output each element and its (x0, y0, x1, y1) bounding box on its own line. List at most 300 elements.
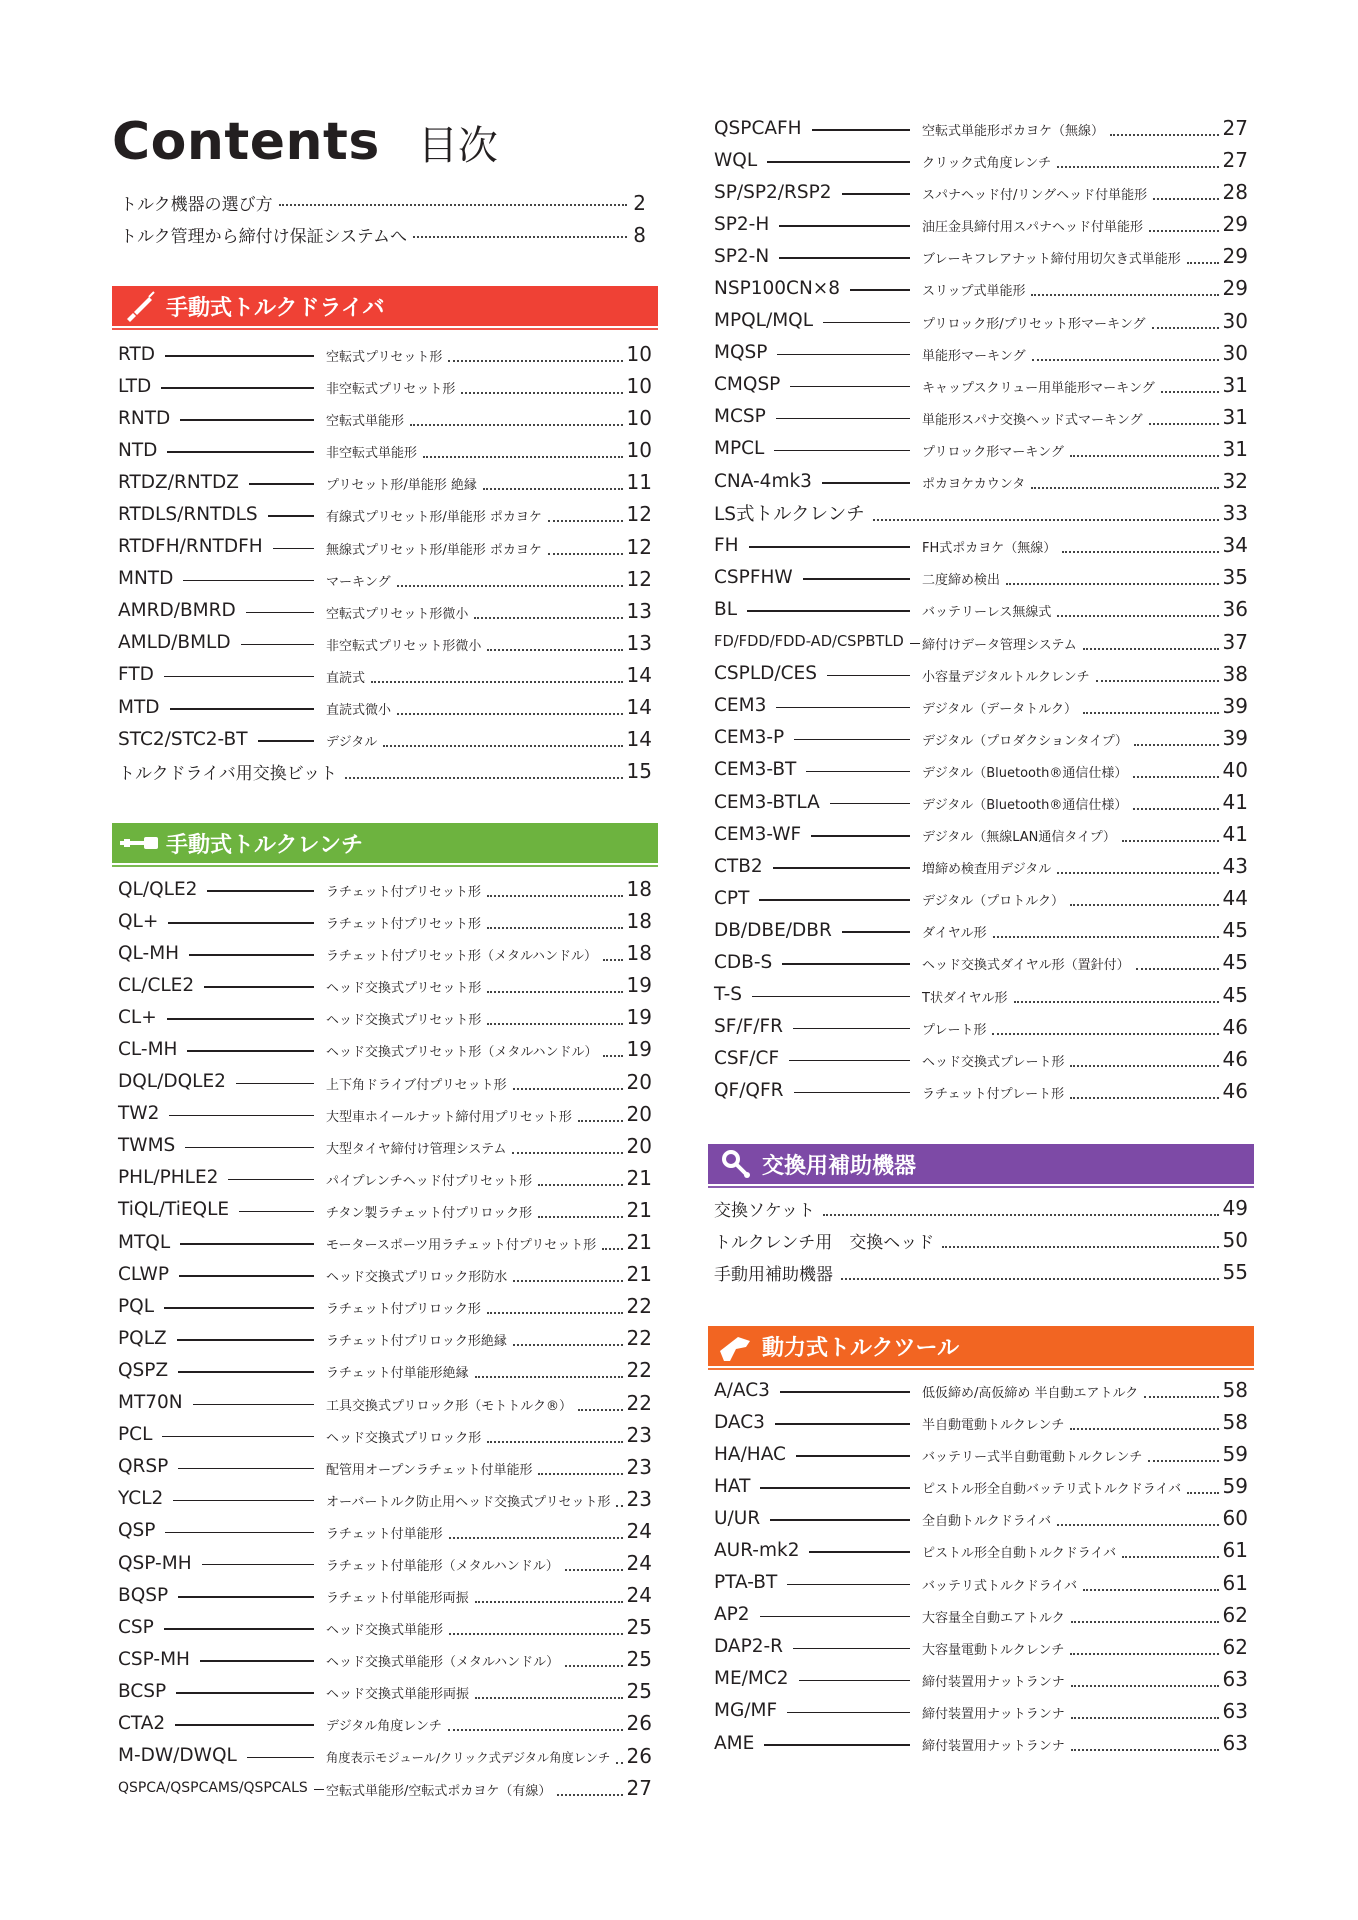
dot-leader (1134, 744, 1219, 746)
product-code: CMQSP (714, 374, 781, 396)
page-number: 46 (1222, 1046, 1248, 1071)
leader-line (249, 483, 314, 485)
product-code: NTD (118, 439, 158, 461)
toc-row[interactable] (118, 1579, 652, 1611)
page-number: 39 (1222, 693, 1248, 718)
description: ダイヤル形 (922, 926, 987, 942)
product-code: BL (714, 598, 737, 620)
description: 空転式単能形 (326, 414, 405, 430)
product-code: PQLZ (118, 1327, 167, 1349)
page-number: 41 (1222, 789, 1248, 814)
toc-row[interactable] (714, 529, 1248, 561)
description: 単能形マーキング (922, 348, 1026, 364)
leader-line (806, 771, 910, 773)
toc-row[interactable] (118, 434, 652, 466)
product-code: HA/HAC (714, 1443, 786, 1465)
description: 全自動トルクドライバ (922, 1514, 1052, 1530)
leader-line (204, 986, 314, 988)
toc-row[interactable] (118, 1322, 652, 1354)
description: デジタル角度レンチ (326, 1719, 442, 1735)
dot-leader (413, 236, 627, 238)
toc-row[interactable] (714, 850, 1248, 882)
toc-row[interactable] (714, 1192, 1248, 1224)
leader-line (228, 1179, 314, 1181)
dot-leader (487, 1312, 623, 1314)
page-number: 58 (1222, 1410, 1248, 1435)
leader-line (794, 739, 910, 741)
description: スリップ式単能形 (922, 284, 1026, 300)
toc-row[interactable] (118, 402, 652, 434)
dot-leader (513, 1088, 623, 1090)
page-number: 12 (626, 502, 652, 527)
product-code: QF/QFR (714, 1080, 784, 1102)
product-code: NSP100CN×8 (714, 278, 841, 300)
toc-row[interactable] (714, 979, 1248, 1011)
product-code: CSF/CF (714, 1048, 780, 1070)
toc-row[interactable] (118, 1226, 652, 1258)
product-code: RTDLS/RNTDLS (118, 504, 258, 526)
product-code: CNA-4mk3 (714, 470, 812, 492)
page-number: 46 (1222, 1014, 1248, 1039)
toc-row[interactable] (118, 691, 652, 723)
toc-row[interactable] (714, 561, 1248, 593)
dot-leader (487, 1441, 622, 1443)
leader-line (793, 1648, 910, 1650)
toc-row[interactable] (714, 914, 1248, 946)
toc-row[interactable] (714, 658, 1248, 690)
leader-line (767, 161, 910, 163)
toc-row[interactable] (118, 1290, 652, 1322)
product-code: BQSP (118, 1584, 169, 1606)
page-number: 14 (626, 727, 652, 752)
description: 締付装置用ナットランナ (922, 1674, 1065, 1690)
leader-line (200, 1660, 314, 1662)
product-code: ME/MC2 (714, 1668, 789, 1690)
dot-leader (1057, 1524, 1218, 1526)
product-code: QSP (118, 1520, 156, 1542)
product-code: CLWP (118, 1263, 169, 1285)
product-code: CTB2 (714, 855, 763, 877)
leader-line (189, 954, 314, 956)
section-title: 動力式トルクツール (762, 1335, 960, 1361)
description: 非空転式プリセット形 (326, 382, 456, 398)
page-number: 27 (1222, 116, 1248, 140)
description: ラチェット付単能形絶縁 (326, 1366, 469, 1382)
description: 工具交換式プリロック形（モトトルク®） (326, 1398, 572, 1414)
product-code: CSPFHW (714, 566, 793, 588)
page-number: 23 (626, 1422, 652, 1447)
description: 空転式単能形/空転式ポカヨケ（有線） (326, 1783, 552, 1799)
description: プリロック形/プリセット形マーキング (922, 316, 1146, 332)
product-code: AMRD/BMRD (118, 600, 236, 622)
dot-leader (1133, 808, 1218, 810)
description: ポカヨケカウンタ (922, 477, 1026, 493)
product-code: QSPCAFH (714, 117, 802, 139)
description: 増締め検査用デジタル (922, 862, 1052, 878)
product-code: SF/F/FR (714, 1016, 783, 1038)
product-code: AMLD/BMLD (118, 632, 231, 654)
toc-row[interactable] (118, 1354, 652, 1386)
leader-line (760, 1616, 910, 1618)
intro-item[interactable] (120, 190, 646, 222)
dot-leader (1136, 968, 1219, 970)
product-code: CDB-S (714, 951, 773, 973)
toc-row[interactable] (714, 112, 1248, 144)
page-number: 59 (1222, 1474, 1248, 1499)
wrench-list-continued (714, 112, 1248, 1107)
toc-row[interactable] (714, 818, 1248, 850)
product-code: PQL (118, 1295, 155, 1317)
toc-row[interactable] (118, 1707, 652, 1739)
description: ヘッド交換式単能形（メタルハンドル） (326, 1655, 560, 1671)
leader-line (850, 289, 910, 291)
wrench-icon (118, 823, 162, 863)
leader-line (811, 835, 910, 837)
product-code: QSPCA/QSPCAMS/QSPCALS (118, 1779, 308, 1796)
intro-item[interactable] (120, 222, 646, 254)
leader-line (776, 707, 910, 709)
item-label: 手動用補助機器 (714, 1264, 833, 1285)
page-number: 22 (626, 1326, 652, 1351)
product-code: PHL/PHLE2 (118, 1167, 219, 1189)
page-number: 43 (1222, 854, 1248, 879)
toc-row[interactable] (118, 723, 652, 755)
dot-leader (1031, 487, 1218, 489)
toc-row[interactable] (714, 305, 1248, 337)
description: ヘッド交換式プリセット形 (326, 1013, 482, 1029)
product-code: CTA2 (118, 1712, 166, 1734)
description: 締付装置用ナットランナ (922, 1706, 1065, 1722)
page-number: 19 (626, 1037, 652, 1062)
toc-row[interactable] (118, 1001, 652, 1033)
page-number: 2 (633, 191, 646, 215)
toc-row[interactable] (714, 1502, 1248, 1534)
toc-row[interactable] (714, 1470, 1248, 1502)
dot-leader (1071, 1621, 1219, 1623)
toc-row[interactable] (118, 1740, 652, 1772)
toc-row[interactable] (714, 593, 1248, 625)
dot-leader (1031, 294, 1218, 296)
toc-row[interactable] (714, 1567, 1248, 1599)
toc-row[interactable] (714, 690, 1248, 722)
toc-row[interactable] (118, 1098, 652, 1130)
dot-leader (1070, 1097, 1218, 1099)
intro-list (120, 190, 646, 254)
toc-row[interactable] (118, 755, 652, 787)
toc-row[interactable] (714, 465, 1248, 497)
toc-row[interactable] (714, 1663, 1248, 1695)
description: デジタル（プロトルク） (922, 894, 1064, 910)
description: 非空転式単能形 (326, 446, 418, 462)
toc-row[interactable] (714, 497, 1248, 529)
dot-leader (423, 456, 623, 458)
product-code: CL+ (118, 1006, 157, 1028)
leader-line (268, 515, 314, 517)
toc-row[interactable] (714, 754, 1248, 786)
toc-row[interactable] (118, 873, 652, 905)
product-code: TiQL/TiEQLE (118, 1199, 230, 1221)
toc-row[interactable] (118, 627, 652, 659)
leader-line (780, 1391, 910, 1393)
toc-row[interactable] (118, 563, 652, 595)
description: モータースポーツ用ラチェット付プリセット形 (326, 1238, 597, 1254)
product-code: MTQL (118, 1231, 171, 1253)
dot-leader (548, 520, 623, 522)
dot-leader (475, 1601, 623, 1603)
toc-row[interactable] (118, 1451, 652, 1483)
product-code: PCL (118, 1424, 153, 1446)
dot-leader (1057, 166, 1218, 168)
toc-row[interactable] (714, 1043, 1248, 1075)
toc-row[interactable] (118, 659, 652, 691)
page-number: 63 (1222, 1698, 1248, 1723)
toc-row[interactable] (714, 176, 1248, 208)
toc-row[interactable] (118, 1643, 652, 1675)
page-number: 13 (626, 630, 652, 655)
dot-leader (538, 1216, 622, 1218)
page-number: 36 (1222, 597, 1248, 622)
dot-leader (1122, 840, 1219, 842)
toc-row[interactable] (118, 1611, 652, 1643)
leader-line (185, 1147, 314, 1149)
aux-list (714, 1192, 1248, 1288)
toc-row[interactable] (714, 1534, 1248, 1566)
toc-row[interactable] (714, 882, 1248, 914)
page-number: 62 (1222, 1602, 1248, 1627)
leader-line (842, 193, 910, 195)
page-number: 15 (626, 759, 652, 784)
toc-row[interactable] (714, 401, 1248, 433)
product-code: DQL/DQLE2 (118, 1071, 226, 1093)
toc-row[interactable] (714, 337, 1248, 369)
toc-row[interactable] (714, 722, 1248, 754)
dot-leader (1057, 872, 1218, 874)
toc-row[interactable] (118, 937, 652, 969)
dot-leader (1071, 1717, 1219, 1719)
product-code: LTD (118, 375, 152, 397)
leader-line (180, 1243, 314, 1245)
screwdriver-icon (118, 286, 162, 326)
page-number: 20 (626, 1133, 652, 1158)
dot-leader (279, 204, 628, 206)
toc-row[interactable] (118, 466, 652, 498)
dot-leader (483, 488, 623, 490)
page-number: 45 (1222, 950, 1248, 975)
toc-row[interactable] (118, 1258, 652, 1290)
leader-line (779, 225, 910, 227)
product-code: SP/SP2/RSP2 (714, 181, 832, 203)
page-number: 46 (1222, 1078, 1248, 1103)
product-code: MT70N (118, 1392, 183, 1414)
description: 配管用オープンラチェット付単能形 (326, 1462, 533, 1478)
page-number: 28 (1222, 180, 1248, 205)
dot-leader (397, 585, 623, 587)
toc-row[interactable] (118, 1515, 652, 1547)
toc-row[interactable] (118, 595, 652, 627)
dot-leader (602, 1248, 622, 1250)
page-number: 44 (1222, 886, 1248, 911)
product-code: FD/FDD/FDD-AD/CSPBTLD (714, 633, 904, 651)
product-code: CPT (714, 887, 750, 909)
page-number: 34 (1222, 533, 1248, 558)
toc-row[interactable] (714, 1224, 1248, 1256)
dot-leader (1148, 1460, 1218, 1462)
toc-row[interactable] (118, 1675, 652, 1707)
dot-leader (1133, 776, 1218, 778)
leader-line (823, 322, 910, 324)
product-code: MPCL (714, 438, 765, 460)
description: 大型タイヤ締付け管理システム (326, 1141, 507, 1157)
toc-row[interactable] (118, 1162, 652, 1194)
leader-line (774, 450, 910, 452)
leader-line (180, 419, 314, 421)
product-code: LS式トルクレンチ (714, 504, 865, 526)
toc-row[interactable] (714, 433, 1248, 465)
description: デジタル（データトルク） (922, 701, 1077, 717)
page-number: 20 (626, 1101, 652, 1126)
description: 締付装置用ナットランナ (922, 1739, 1065, 1755)
toc-row[interactable] (118, 498, 652, 530)
leader-line (161, 387, 314, 389)
toc-row[interactable] (118, 905, 652, 937)
toc-row[interactable] (118, 1483, 652, 1515)
toc-row[interactable] (714, 1438, 1248, 1470)
toc-row[interactable] (714, 1599, 1248, 1631)
dot-leader (1122, 1556, 1218, 1558)
toc-row[interactable] (118, 1130, 652, 1162)
product-code: FH (714, 534, 739, 556)
toc-row[interactable] (714, 144, 1248, 176)
leader-line (796, 1455, 910, 1457)
dot-leader (487, 1023, 622, 1025)
toc-row[interactable] (118, 1066, 652, 1098)
dot-leader (538, 1184, 622, 1186)
dot-leader (397, 713, 623, 715)
product-code: CSPLD/CES (714, 663, 817, 685)
toc-row[interactable] (118, 1772, 652, 1804)
toc-row[interactable] (118, 370, 652, 402)
toc-row[interactable] (118, 1194, 652, 1226)
leader-line (830, 803, 910, 805)
toc-row[interactable] (714, 1631, 1248, 1663)
description: ヘッド交換式単能形両振 (326, 1687, 470, 1703)
leader-line (789, 1060, 910, 1062)
leader-line (812, 129, 910, 131)
toc-row[interactable] (714, 1256, 1248, 1288)
toc-row[interactable] (714, 1075, 1248, 1107)
description: 角度表示モジュール/クリック式デジタル角度レンチ (326, 1750, 611, 1765)
page-number: 14 (626, 695, 652, 720)
description: デジタル（Bluetooth®通信仕様） (922, 797, 1128, 813)
description: ヘッド交換式プレート形 (922, 1054, 1065, 1070)
description: ラチェット付単能形 (326, 1526, 443, 1542)
toc-row[interactable] (714, 946, 1248, 978)
dot-leader (1152, 327, 1219, 329)
product-code: QL/QLE2 (118, 878, 198, 900)
description: 油圧金具締付用スパナヘッド付単能形 (922, 220, 1144, 236)
page-number: 21 (626, 1197, 652, 1222)
product-code: CL-MH (118, 1039, 178, 1061)
leader-line (760, 1487, 910, 1489)
toc-row[interactable] (714, 369, 1248, 401)
leader-line (164, 676, 314, 678)
page-number: 24 (626, 1550, 652, 1575)
product-code: CEM3 (714, 695, 767, 717)
leader-line (202, 1564, 314, 1566)
page-number: 10 (626, 342, 652, 366)
page-number: 61 (1222, 1570, 1248, 1595)
toc-row[interactable] (118, 1547, 652, 1579)
description: 低仮締め/高仮締め 半自動エアトルク (922, 1386, 1139, 1401)
product-code: A/AC3 (714, 1379, 770, 1401)
toc-row[interactable] (714, 208, 1248, 240)
toc-row[interactable] (714, 1011, 1248, 1043)
product-code: DAC3 (714, 1411, 765, 1433)
toc-row[interactable] (118, 531, 652, 563)
page-number: 61 (1222, 1538, 1248, 1563)
toc-row[interactable] (714, 240, 1248, 272)
leader-line (809, 1551, 910, 1553)
leader-line (239, 1211, 314, 1213)
leader-line (207, 890, 314, 892)
dot-leader (1070, 1653, 1218, 1655)
page-number: 11 (626, 470, 652, 495)
dot-leader (345, 777, 622, 779)
toc-row[interactable] (118, 1033, 652, 1065)
toc-row[interactable] (714, 1406, 1248, 1438)
description: FH式ポカヨケ（無線） (922, 541, 1057, 557)
power-list (714, 1374, 1248, 1759)
leader-line (176, 1692, 314, 1694)
product-code: CEM3-BT (714, 759, 797, 781)
description: デジタル（プロダクションタイプ） (922, 733, 1128, 749)
leader-line (165, 355, 314, 357)
product-code: U/UR (714, 1507, 761, 1529)
toc-row[interactable] (714, 1727, 1248, 1759)
toc-row[interactable] (714, 786, 1248, 818)
dot-leader (475, 1697, 623, 1699)
dot-leader (548, 553, 623, 555)
description: デジタル（Bluetooth®通信仕様） (922, 765, 1128, 781)
dot-leader (487, 927, 623, 929)
toc-row[interactable] (118, 1387, 652, 1419)
page-number: 20 (626, 1069, 652, 1094)
toc-row[interactable] (714, 272, 1248, 304)
page-number: 40 (1222, 757, 1248, 782)
toc-row[interactable] (118, 1419, 652, 1451)
page-number: 12 (626, 534, 652, 559)
intro-label: トルク機器の選び方 (120, 195, 273, 215)
dot-leader (578, 1409, 623, 1411)
toc-row[interactable] (118, 969, 652, 1001)
dot-leader (616, 1762, 622, 1764)
toc-row[interactable] (714, 1374, 1248, 1406)
dot-leader (410, 424, 623, 426)
dot-leader (578, 1120, 623, 1122)
toc-row[interactable] (118, 338, 652, 370)
product-code: MCSP (714, 406, 766, 428)
dot-leader (1083, 712, 1219, 714)
toc-row[interactable] (714, 626, 1248, 658)
leader-line (770, 1519, 910, 1521)
dot-leader (1153, 198, 1218, 200)
product-code: QSPZ (118, 1359, 169, 1381)
toc-row[interactable] (714, 1695, 1248, 1727)
product-code: FTD (118, 664, 154, 686)
product-code: CSP-MH (118, 1648, 190, 1670)
product-code: QL-MH (118, 942, 180, 964)
page-number: 55 (1222, 1260, 1248, 1285)
